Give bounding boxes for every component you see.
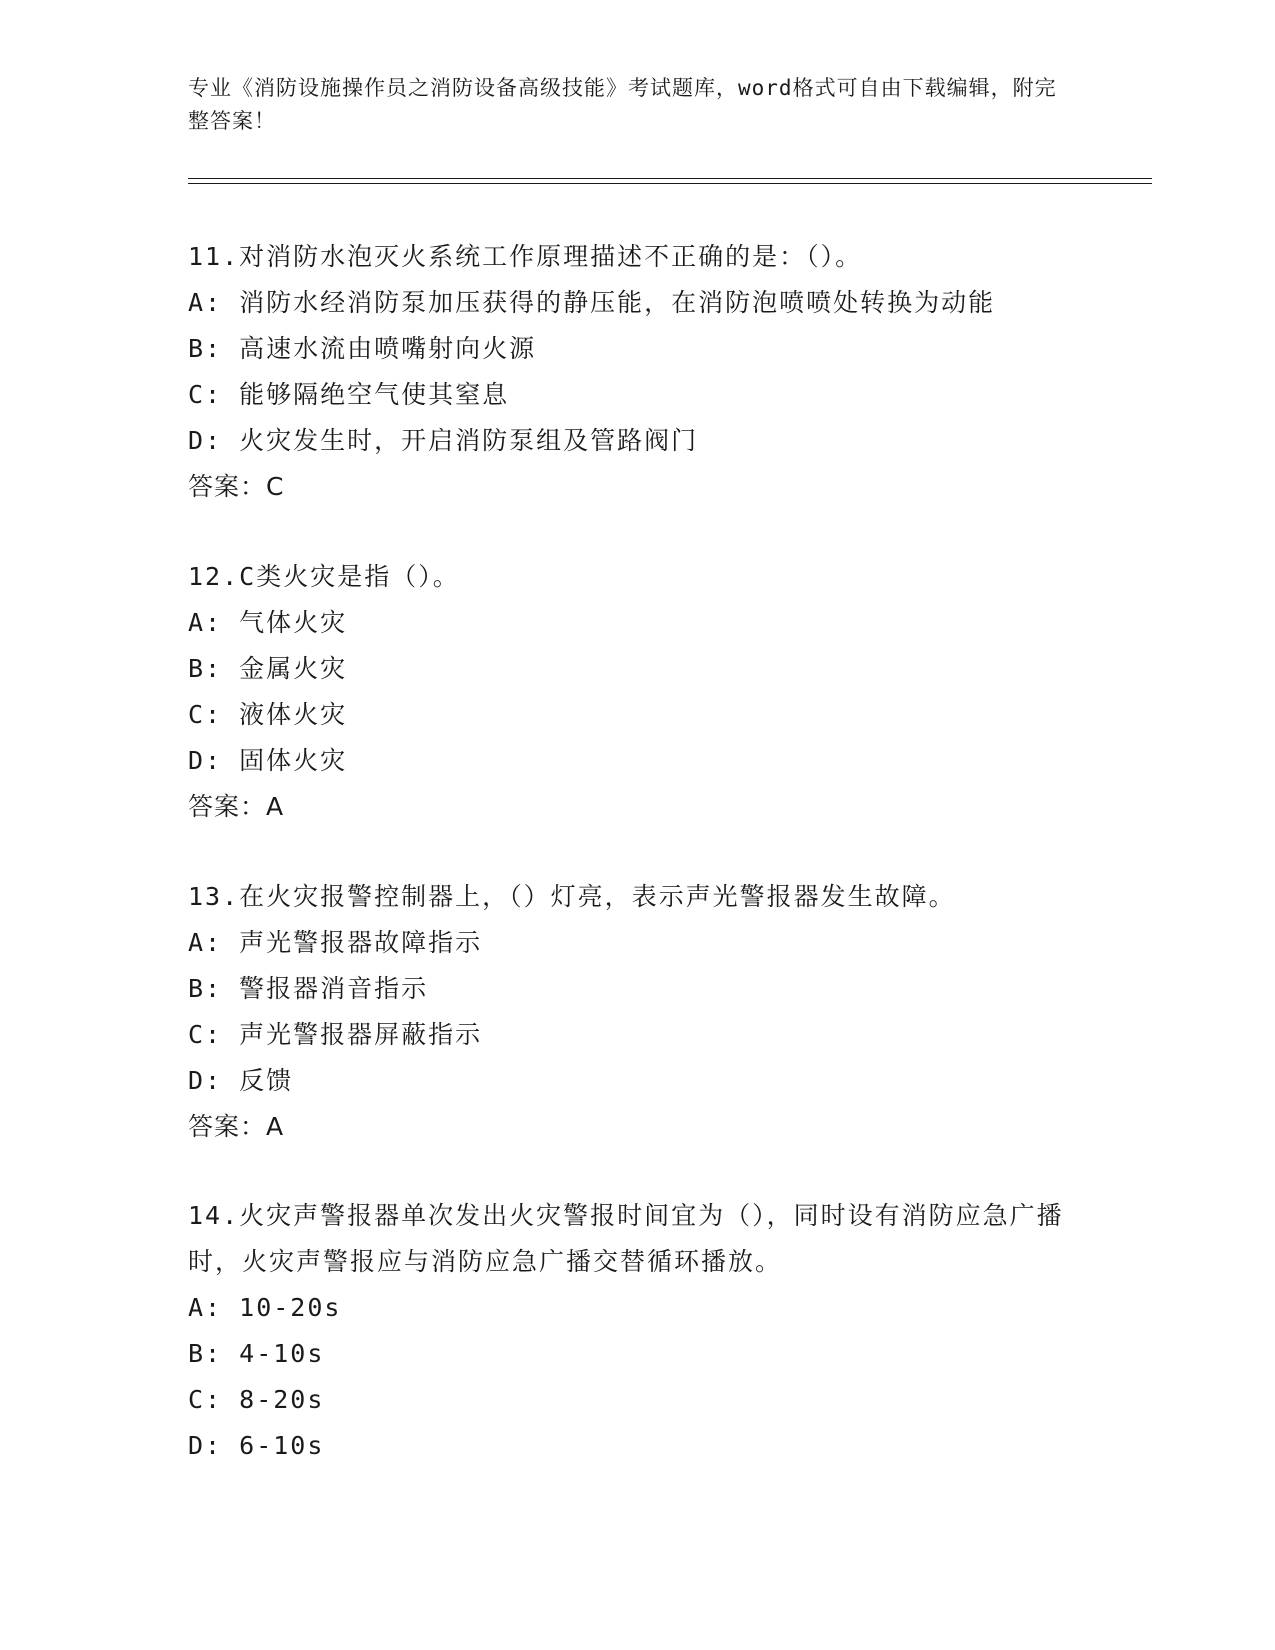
option-c: C: 能够隔绝空气使其窒息: [188, 380, 510, 409]
option-a: A: 消防水经消防泵加压获得的静压能，在消防泡喷喷处转换为动能: [188, 288, 996, 317]
question-14: [188, 1193, 1088, 1469]
question-stem: 11.对消防水泡灭火系统工作原理描述不正确的是：（）。: [188, 242, 863, 271]
answer-line: 答案：C: [188, 472, 285, 501]
option-b: B: 警报器消音指示: [188, 974, 429, 1003]
option-c: C: 声光警报器屏蔽指示: [188, 1020, 483, 1049]
header-note: 专业《消防设施操作员之消防设备高级技能》考试题库，word格式可自由下载编辑，附完整答案！: [188, 76, 1057, 133]
option-d: D: 6-10s: [188, 1431, 325, 1460]
option-d: D: 反馈: [188, 1066, 294, 1095]
answer-line: 答案：A: [188, 1112, 285, 1141]
question-stem: 14.火灾声警报器单次发出火灾警报时间宜为（），同时设有消防应急广播时，火灾声警报应与消防应急广播交替循环播放。: [188, 1201, 1064, 1276]
question-11: [188, 234, 1088, 510]
header-divider-bottom: [188, 183, 1152, 184]
header-divider-top: [188, 178, 1152, 179]
question-stem: 12.C类火灾是指（）。: [188, 562, 460, 591]
option-a: A: 声光警报器故障指示: [188, 928, 483, 957]
question-12: [188, 554, 1088, 830]
option-a: A: 气体火灾: [188, 608, 348, 637]
option-b: B: 金属火灾: [188, 654, 348, 683]
option-d: D: 固体火灾: [188, 746, 348, 775]
option-c: C: 8-20s: [188, 1385, 325, 1414]
option-b: B: 4-10s: [188, 1339, 325, 1368]
answer-line: 答案：A: [188, 792, 285, 821]
option-c: C: 液体火灾: [188, 700, 348, 729]
option-b: B: 高速水流由喷嘴射向火源: [188, 334, 537, 363]
option-a: A: 10-20s: [188, 1293, 342, 1322]
question-stem: 13.在火灾报警控制器上，（）灯亮，表示声光警报器发生故障。: [188, 882, 956, 911]
option-d: D: 火灾发生时，开启消防泵组及管路阀门: [188, 426, 699, 455]
question-13: [188, 874, 1088, 1150]
